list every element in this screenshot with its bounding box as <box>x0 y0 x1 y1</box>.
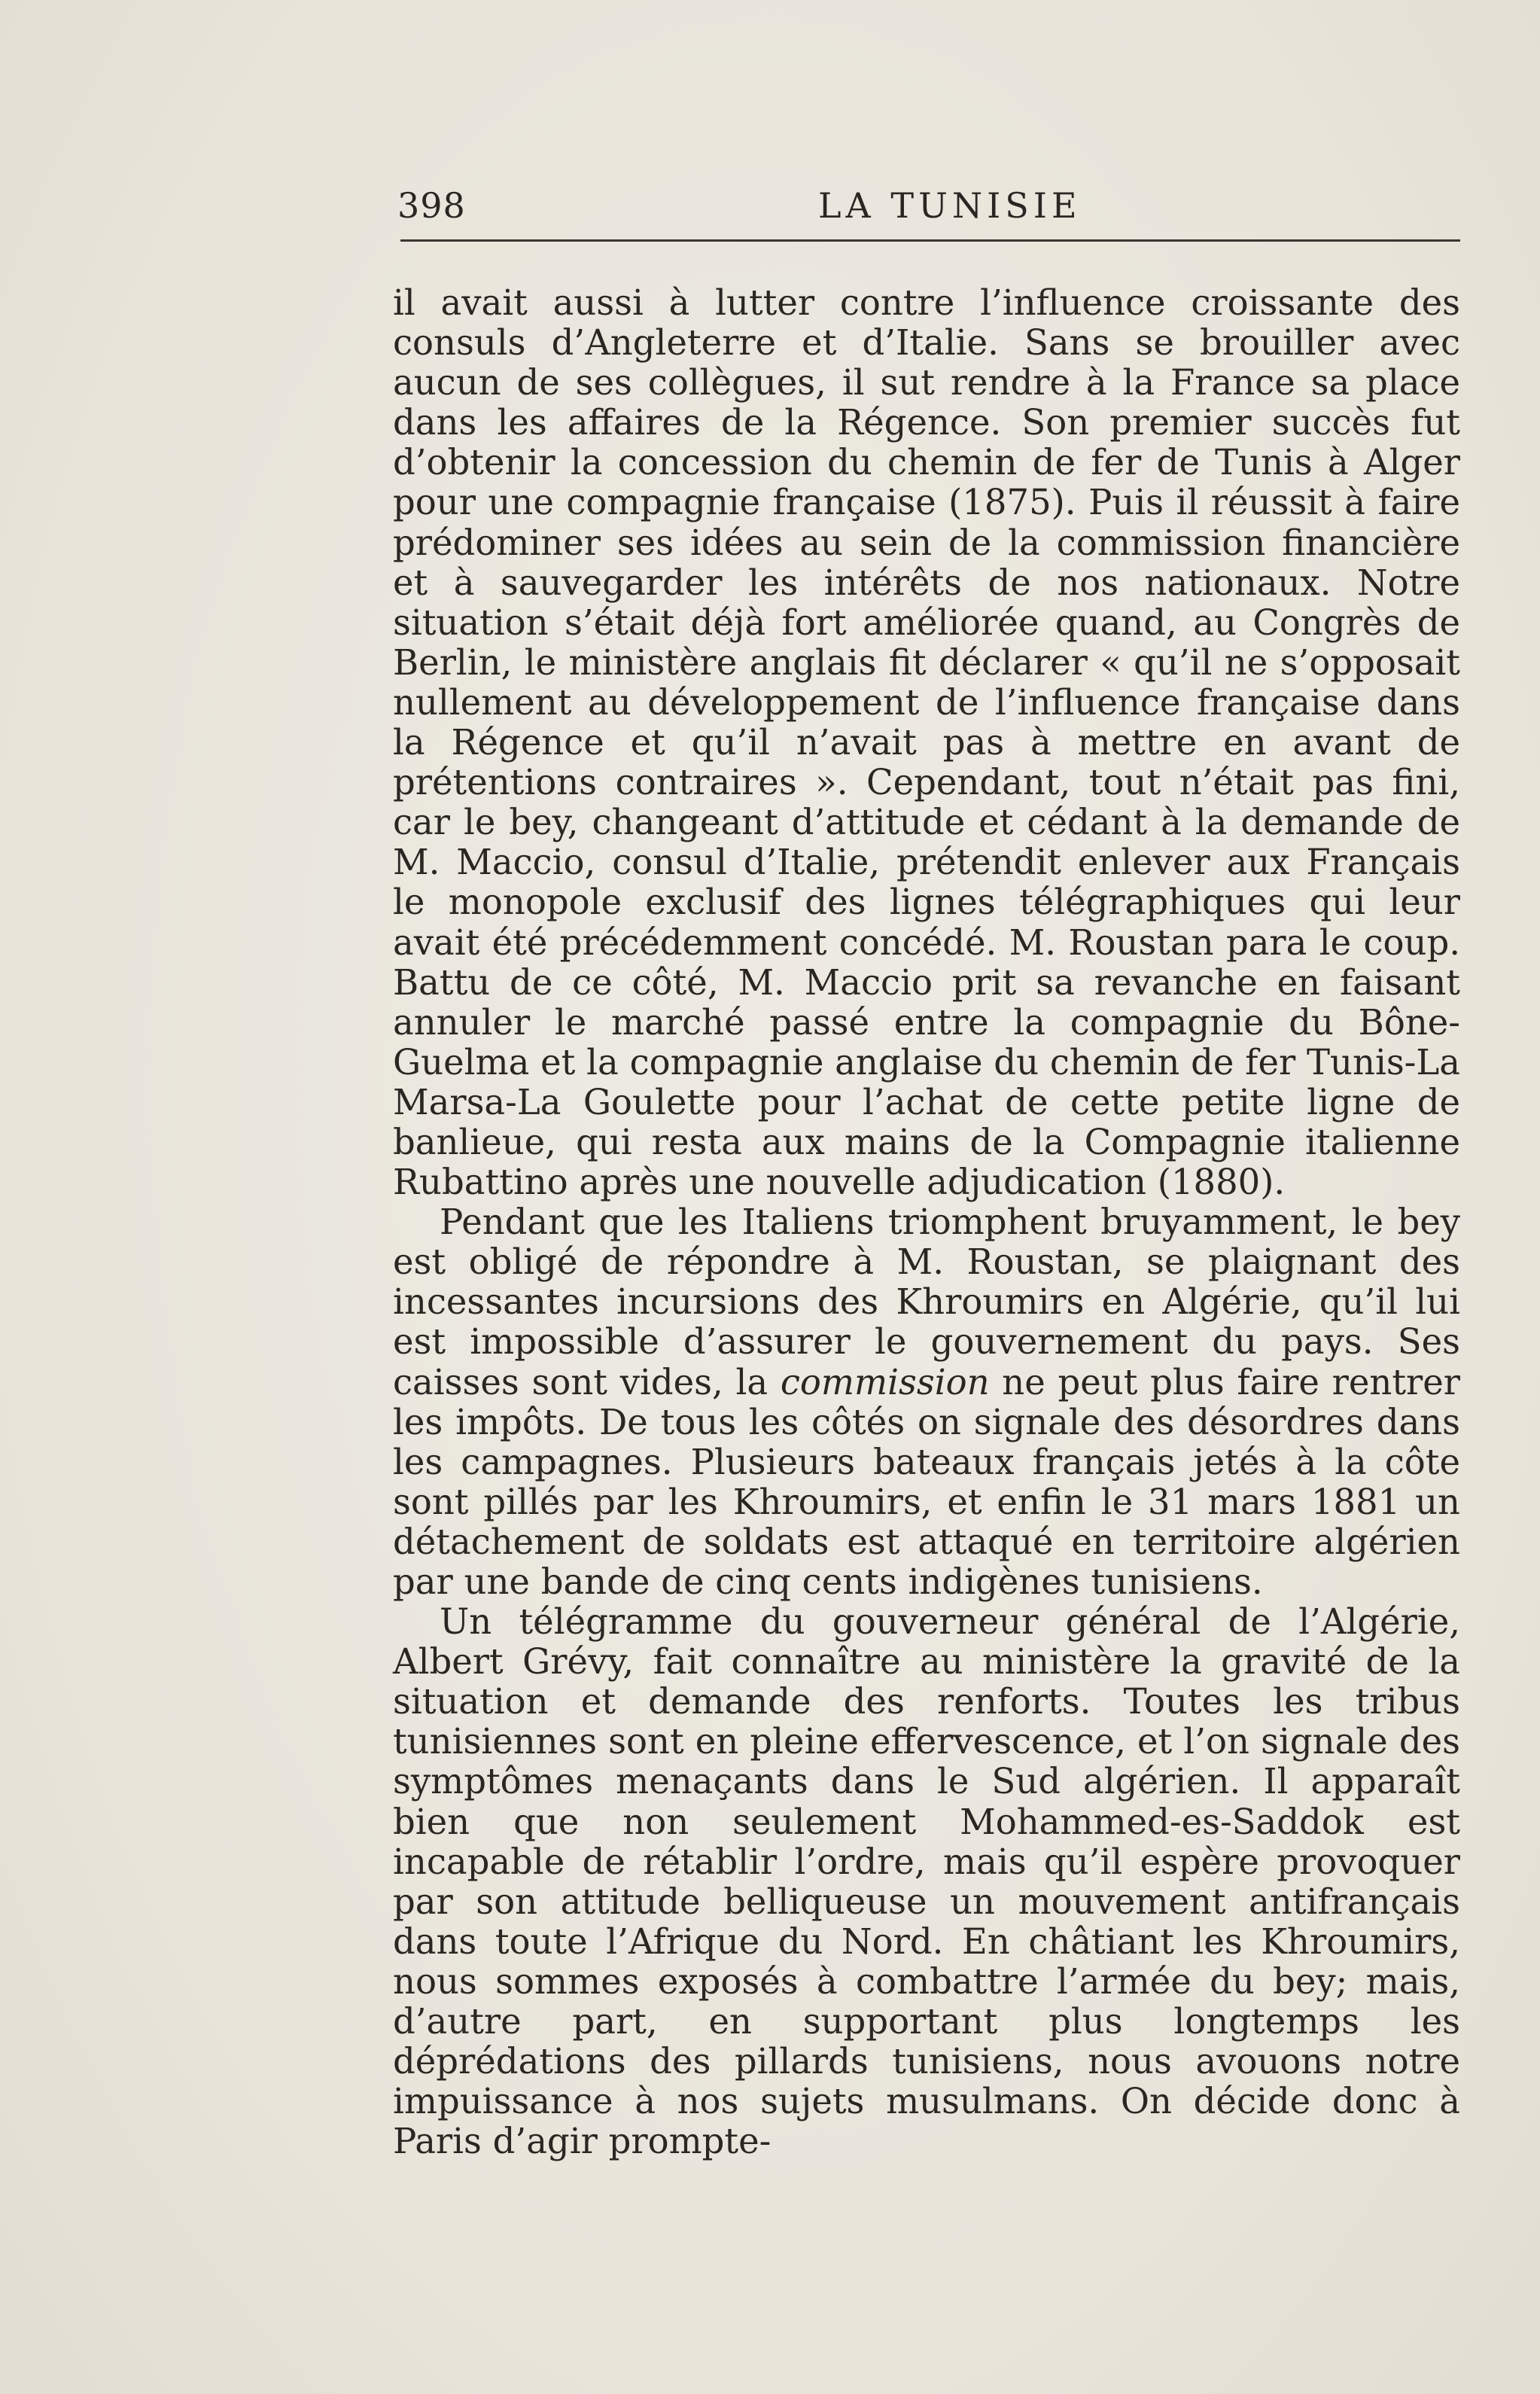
running-title: LA TUNISIE <box>818 185 1082 226</box>
body-text <box>393 283 1460 2161</box>
page-header <box>393 179 1462 232</box>
paragraph-1: il avait aussi à lutter contre l’influence croissante des consuls d’Angleterre et d’Italie. Sans se brouiller avec aucun de ses collègues, il sut rendre à la France sa place dans les affaires de la Régence. Son premier succès fut d’obtenir la concession du chemin de fer de Tunis à Alger pour une compagnie française (1875). Puis il réussit à faire prédominer ses idées au sein de la commission financière et à sauvegarder les intérêts de nos nationaux. Notre situation s’était déjà fort améliorée quand, au Congrès de Berlin, le ministère anglais fit déclarer « qu’il ne s’opposait nullement au développement de l’influence française dans la Régence et qu’il n’avait pas à mettre en avant de prétentions contraires ». Cependant, tout n’était pas fini, car le bey, changeant d’attitude et cédant à la demande de M. Maccio, consul d’Italie, prétendit enlever aux Français le monopole exclusif des lignes télégraphiques qui leur avait été précédemment concédé. M. Roustan para le coup. Battu de ce côté, M. Maccio prit sa revanche en faisant annuler le marché passé entre la compagnie du Bône-Guelma et la compagnie anglaise du chemin de fer Tunis-La Marsa-La Goulette pour l’achat de cette petite ligne de banlieue, qui resta aux mains de la Compagnie italienne Rubattino après une nouvelle adjudication (1880). <box>393 282 1460 1203</box>
paragraph-2 <box>393 1202 1460 1602</box>
header-rule <box>400 239 1460 242</box>
paragraph-3: Un télégramme du gouverneur général de l’Algérie, Albert Grévy, fait connaître au ministère la gravité de la situation et demande des renforts. Toutes les tribus tunisiennes sont en pleine effervescence, et l’on signale des symptômes menaçants dans le Sud algérien. Il apparaît bien que non seulement Mohammed-es-Saddok est incapable de rétablir l’ordre, mais qu’il espère provoquer par son attitude belliqueuse un mouvement antifrançais dans toute l’Afrique du Nord. En châtiant les Khroumirs, nous sommes exposés à combattre l’armée du bey; mais, d’autre part, en supportant plus longtemps les déprédations des pillards tunisiens, nous avouons notre impuissance à nos sujets musulmans. On décide donc à Paris d’agir prompte- <box>393 1601 1460 2162</box>
paragraph-2-text-a: Pendant que les Italiens triomphent bruyamment, le bey est obligé de répondre à M. Roustan, se plaignant des incessantes incursions des Khroumirs en Algérie, qu’il lui est impossible d’assurer le gouvernement du pays. Ses caisses sont vides, la <box>393 1202 1460 1403</box>
paragraph-2-italic-word: commission <box>780 1361 990 1403</box>
paragraph-2-text-b: ne peut plus faire rentrer les impôts. De tous les côtés on signale des désordres dans les campagnes. Plusieurs bateaux français jetés à la côte sont pillés par les Khroumirs, et enfin le 31 mars 1881 un détachement de soldats est attaqué en territoire algérien par une bande de cinq cents indigènes tunisiens. <box>393 1361 1460 1602</box>
page-number: 398 <box>397 185 466 226</box>
